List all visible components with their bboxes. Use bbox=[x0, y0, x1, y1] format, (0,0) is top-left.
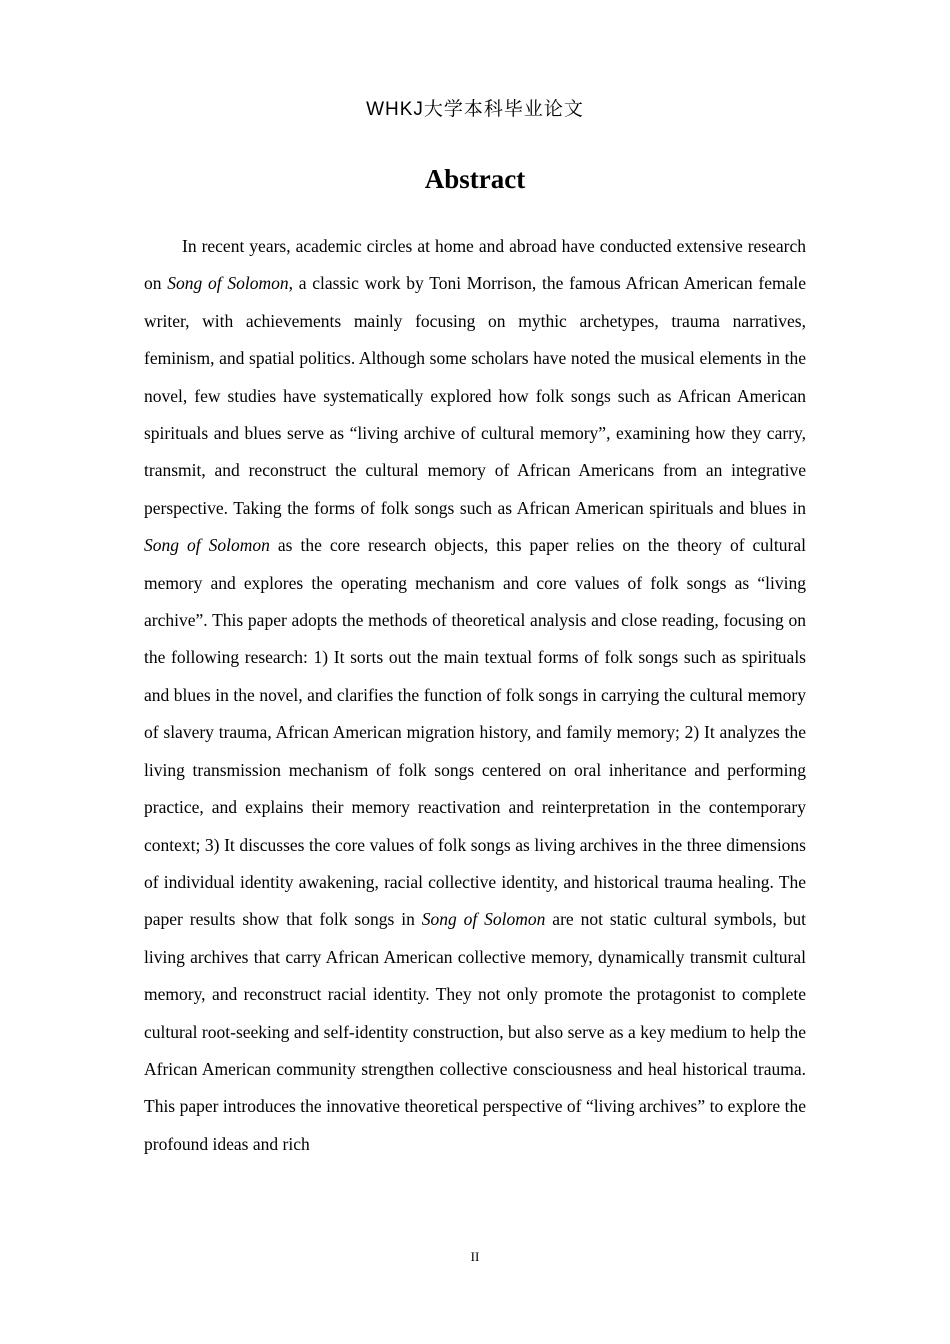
book-title-3: Song of Solomon bbox=[421, 909, 546, 930]
book-title-1: Song of Solomon bbox=[167, 273, 289, 294]
page-title: Abstract bbox=[424, 164, 526, 194]
header-university-code: WHKJ bbox=[366, 99, 424, 120]
running-header bbox=[0, 96, 950, 123]
header-thesis-label: 大学本科毕业论文 bbox=[423, 98, 584, 120]
abstract-text-4: are not static cultural symbols, but living archives that carry African American collective memory, dynamically transmit cultural memory, and reconstruct racial identity. They not only promote the protagonist to complete cultural root-seeking and self-identity construction, but also serve as a key medium to help the African American community strengthen collective consciousness and heal historical trauma. This paper introduces the innovative theoretical perspective of “living archives” to explore the profound ideas and rich bbox=[144, 909, 806, 1154]
abstract-text-2: , a classic work by Toni Morrison, the famous African American female writer, with achievements mainly focusing on mythic archetypes, trauma narratives, feminism, and spatial politics. Although some scholars have noted the musical elements in the novel, few studies have systematically explored how folk songs such as African American spirituals and blues serve as “living archive of cultural memory”, examining how they carry, transmit, and reconstruct the cultural memory of African Americans from an integrative perspective. Taking the forms of folk songs such as African American spirituals and blues in bbox=[144, 273, 806, 518]
abstract-text-1: In recent years, academic circles at home and abroad have conducted extensive research on bbox=[144, 236, 806, 294]
abstract-text-3: as the core research objects, this paper relies on the theory of cultural memory and explores the operating mechanism and core values of folk songs as “living archive”. This paper adopts the methods of theoretical analysis and close reading, focusing on the following research: 1) It sorts out the main textual forms of folk songs such as spirituals and blues in the novel, and clarifies the function of folk songs in carrying the cultural memory of slavery trauma, African American migration history, and family memory; 2) It analyzes the living transmission mechanism of folk songs centered on oral inheritance and performing practice, and explains their memory reactivation and reinterpretation in the contemporary context; 3) It discusses the core values of folk songs as living archives in the three dimensions of individual identity awakening, racial collective identity, and historical trauma healing. The paper results show that folk songs in bbox=[144, 535, 806, 930]
abstract-paragraph bbox=[144, 228, 806, 1163]
page-number: II bbox=[470, 1249, 480, 1264]
book-title-2: Song of Solomon bbox=[144, 535, 270, 556]
